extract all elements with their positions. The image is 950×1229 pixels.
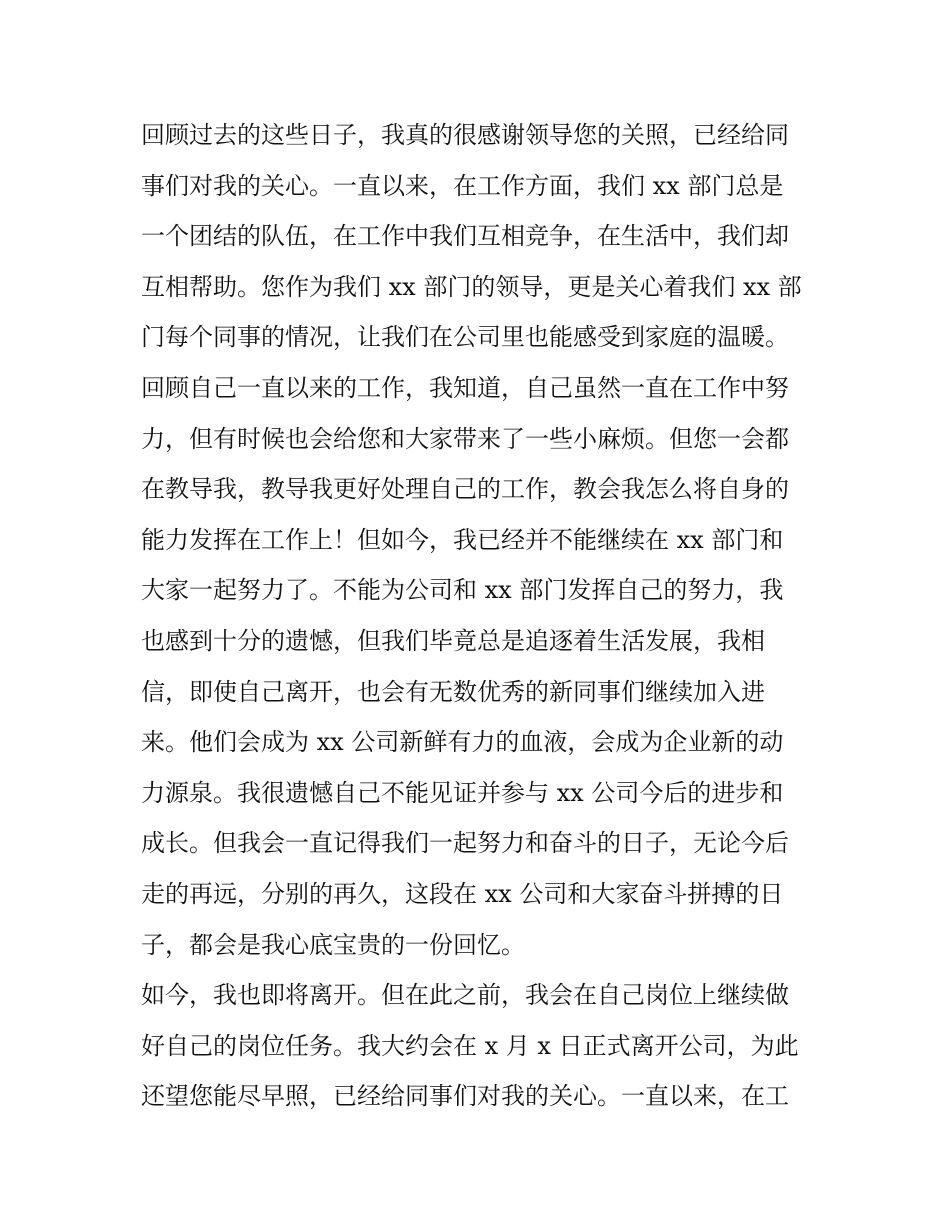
text-line: 在教导我，教导我更好处理自己的工作，教会我怎么将自身的 [141,475,789,504]
text-line: 事们对我的关心。一直以来，在工作方面，我们 xx 部门总是 [141,171,784,200]
text-line: 还望您能尽早照，已经给同事们对我的关心。一直以来，在工 [141,1082,789,1111]
text-line: 大家一起努力了。不能为公司和 xx 部门发挥自己的努力，我 [141,576,784,605]
text-line: 回顾过去的这些日子，我真的很感谢领导您的关照，已经给同 [141,121,789,149]
text-line: 走的再远，分别的再久，这段在 xx 公司和大家奋斗拼搏的日 [141,879,784,908]
text-line: 如今，我也即将离开。但在此之前，我会在自己岗位上继续做 [141,981,789,1010]
text-line: 成长。但我会一直记得我们一起努力和奋斗的日子，无论今后 [141,829,789,858]
body-text [141,110,821,1122]
text-line: 信，即使自己离开，也会有无数优秀的新同事们继续加入进 [141,677,765,706]
text-line: 子，都会是我心底宝贵的一份回忆。 [141,930,525,959]
text-line: 力，但有时候也会给您和大家带来了一些小麻烦。但您一会都 [141,424,789,453]
text-line: 能力发挥在工作上！但如今，我已经并不能继续在 xx 部门和 [141,525,784,554]
text-line: 来。他们会成为 xx 公司新鲜有力的血液，会成为企业新的动 [141,728,784,757]
text-line: 好自己的岗位任务。我大约会在 x 月 x 日正式离开公司，为此 [141,1031,799,1060]
text-line: 也感到十分的遗憾，但我们毕竟总是追逐着生活发展，我相 [141,626,765,655]
text-line: 门每个同事的情况，让我们在公司里也能感受到家庭的温暖。 [141,323,789,352]
text-line: 力源泉。我很遗憾自己不能见证并参与 xx 公司今后的进步和 [141,778,784,807]
text-line: 互相帮助。您作为我们 xx 部门的领导，更是关心着我们 xx 部 [141,272,802,301]
text-line: 回顾自己一直以来的工作，我知道，自己虽然一直在工作中努 [141,373,789,402]
text-line: 一个团结的队伍，在工作中我们互相竞争，在生活中，我们却 [141,222,789,251]
